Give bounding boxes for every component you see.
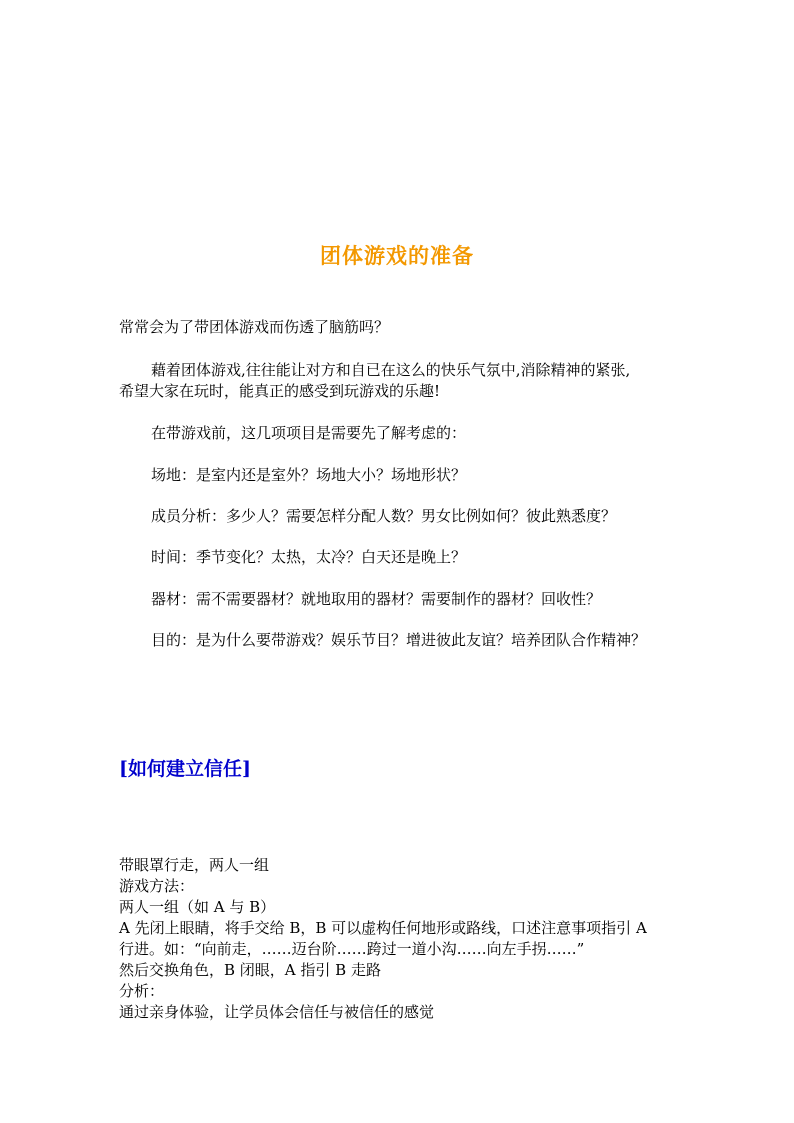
game-line: A 先闭上眼睛，将手交给 B，B 可以虚构任何地形或路线，口述注意事项指引 A [119, 919, 647, 937]
game-line: 两人一组（如 A 与 B） [119, 898, 276, 916]
page-title: 团体游戏的准备 [320, 243, 474, 268]
game-line: 游戏方法： [119, 877, 195, 895]
game-line: 分析： [119, 982, 165, 1000]
game-line: 然后交换角色，B 闭眼，A 指引 B 走路 [119, 961, 381, 979]
intro-question: 常常会为了带团体游戏而伤透了脑筋吗？ [119, 318, 390, 336]
item-time: 时间：季节变化？太热，太冷？白天还是晚上？ [151, 548, 467, 566]
intro-paragraph-line1: 藉着团体游戏,往往能让对方和自已在这么的快乐气氛中,消除精神的紧张, [151, 361, 631, 379]
section-heading: [如何建立信任] [119, 758, 251, 780]
item-equipment: 器材：需不需要器材？就地取用的器材？需要制作的器材？回收性？ [151, 590, 602, 608]
consider-text: 在带游戏前，这几项项目是需要先了解考虑的： [151, 424, 467, 442]
game-line: 行进。如：“向前走，……迈台阶……跨过一道小沟……向左手拐……” [119, 940, 585, 958]
item-venue: 场地：是室内还是室外？场地大小？场地形状？ [151, 466, 467, 484]
intro-paragraph-line2: 希望大家在玩时，能真正的感受到玩游戏的乐趣! [119, 382, 441, 400]
game-line: 通过亲身体验，让学员体会信任与被信任的感觉 [119, 1003, 435, 1021]
game-line: 带眼罩行走，两人一组 [119, 856, 270, 874]
game-description [119, 855, 679, 1023]
item-purpose: 目的：是为什么要带游戏？娱乐节目？增进彼此友谊？培养团队合作精神？ [151, 631, 647, 649]
item-members: 成员分析：多少人？需要怎样分配人数？男女比例如何？彼此熟悉度？ [151, 507, 617, 525]
